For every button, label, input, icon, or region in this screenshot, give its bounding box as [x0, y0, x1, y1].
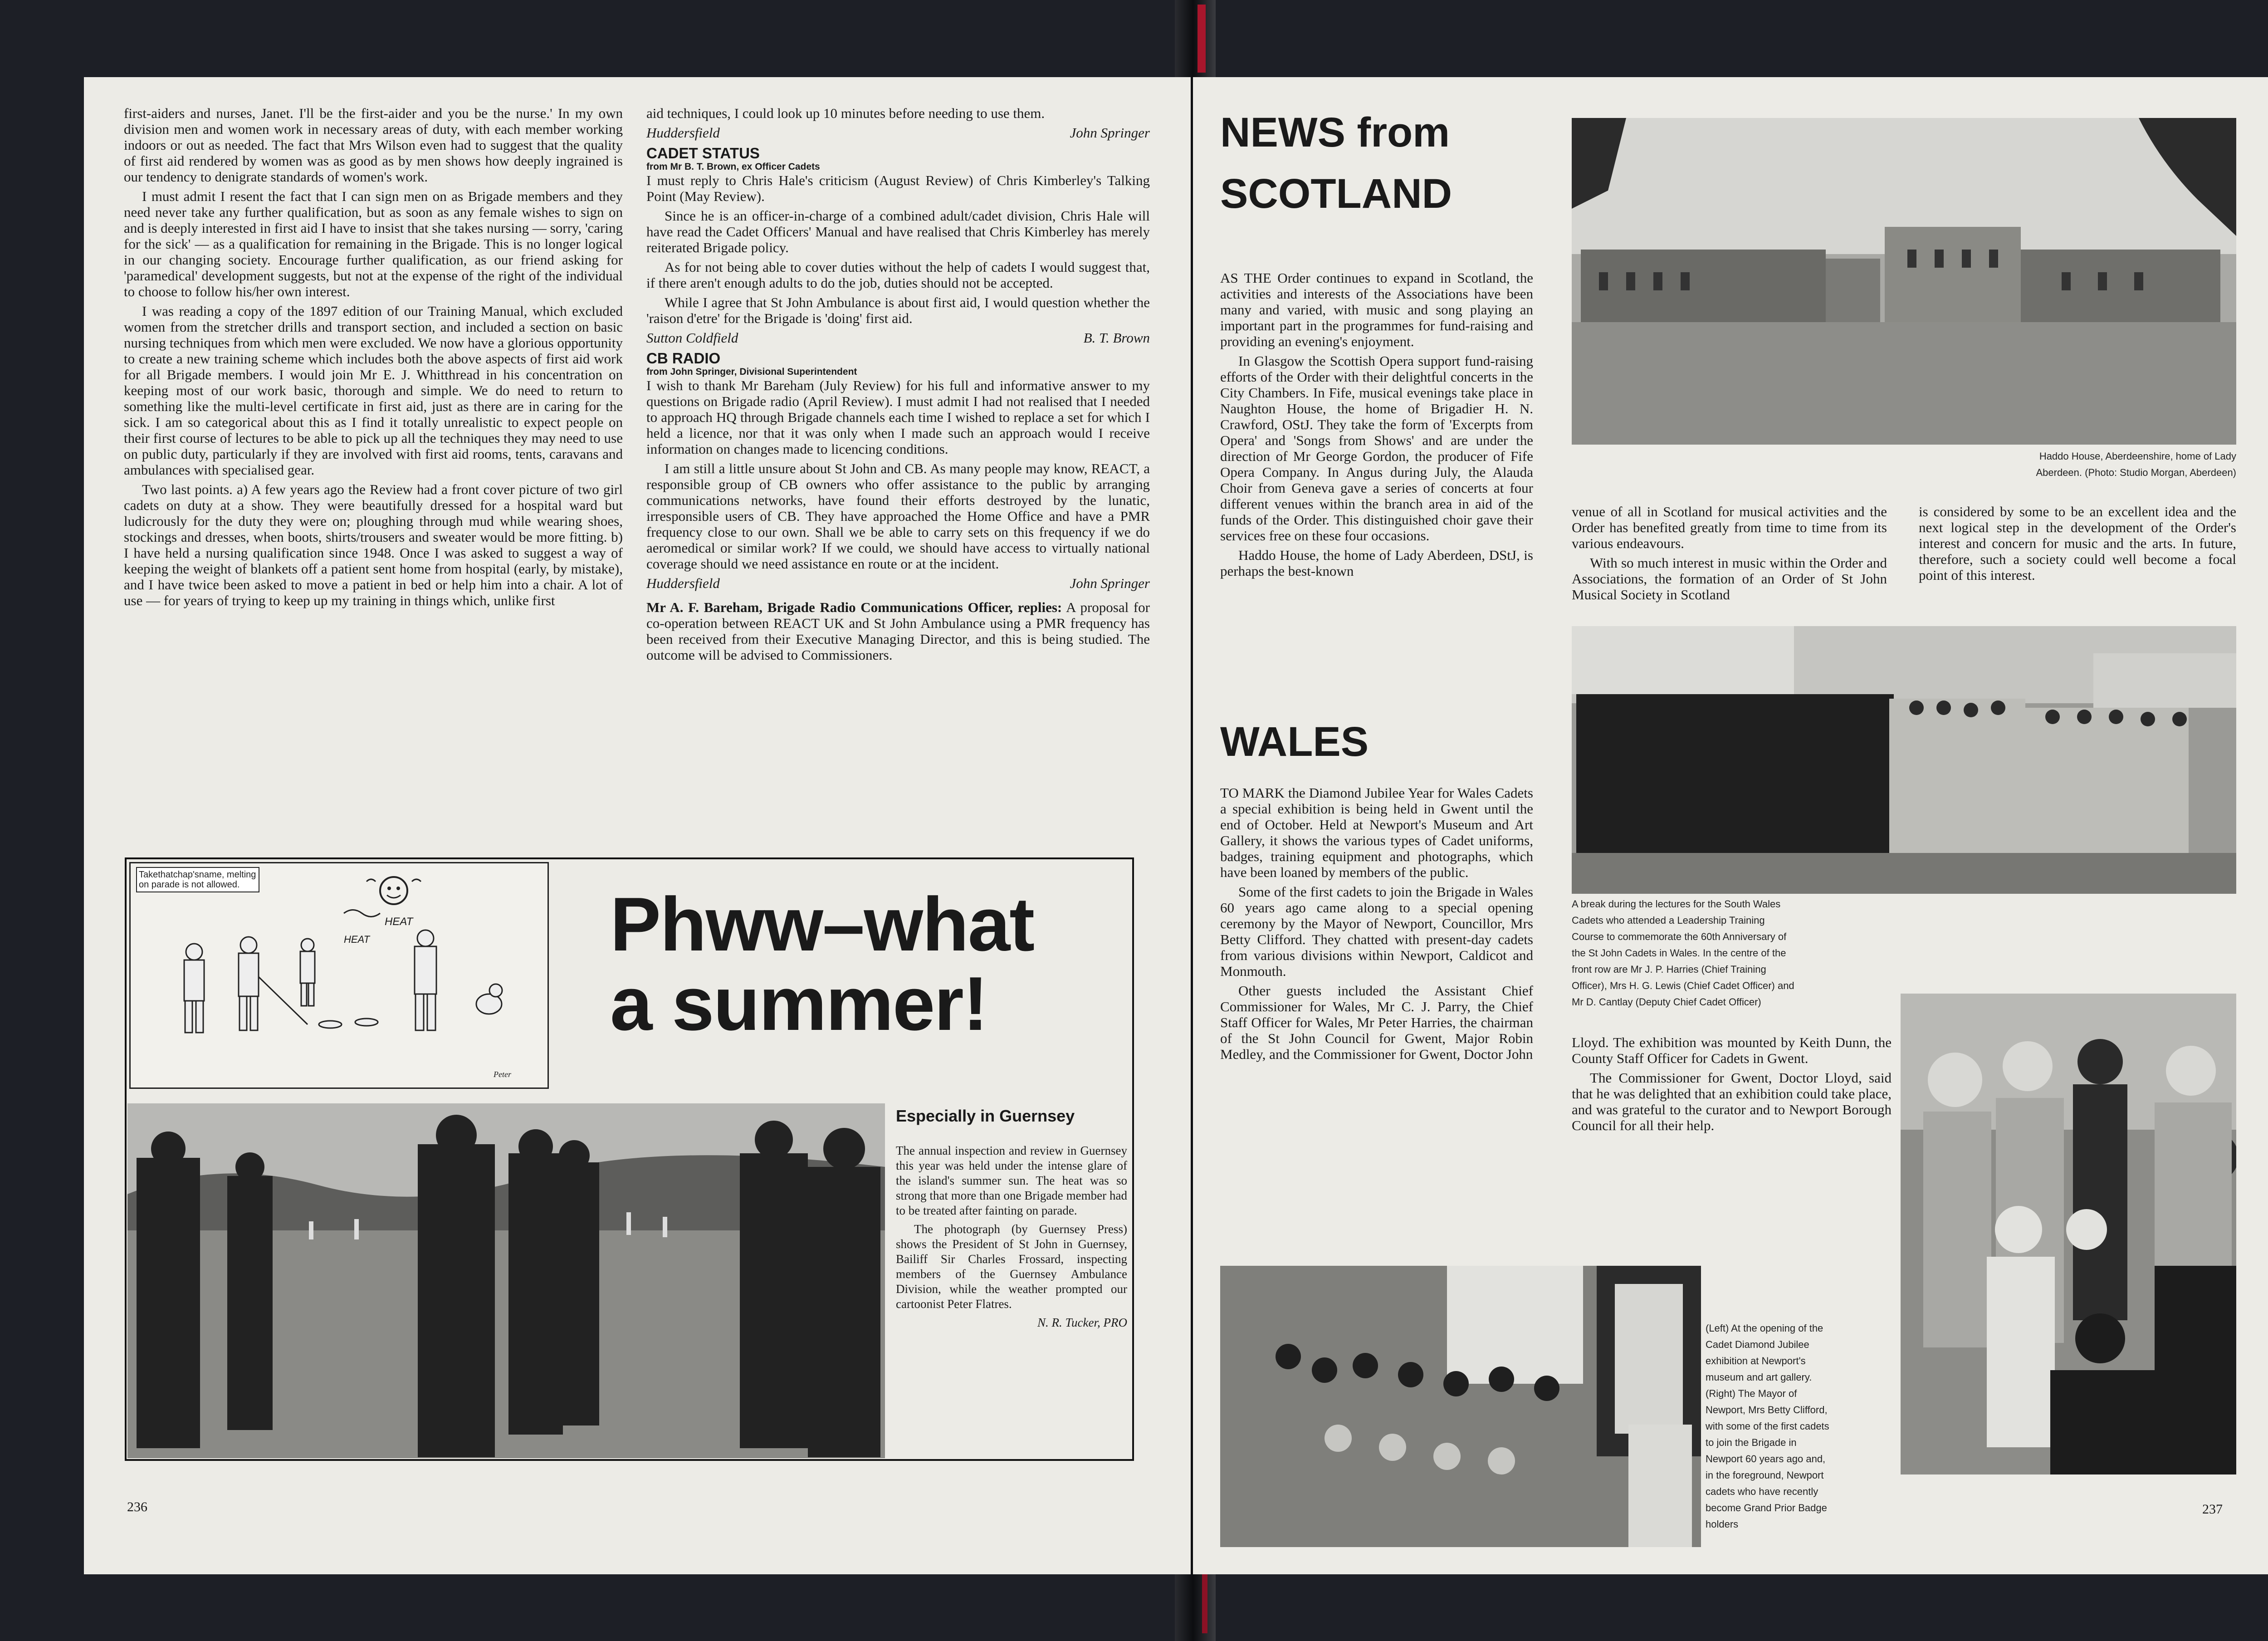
wales-column-1	[1220, 785, 1533, 1066]
reply-lead: Mr A. F. Bareham, Brigade Radio Communications Officer, replies:	[646, 599, 1062, 615]
paragraph: In Glasgow the Scottish Opera support fund-raising efforts of the Order with their delightful concerts in the City Chambers. In Fife, musical evenings take place in Naughton House, the home of Brigadier H. N. Crawford, OStJ. They take the form of 'Excerpts from Opera' and 'Songs from Shows' and are under the direction of Mr George Gordon, the producer of Fife Opera Company. In Angus during July, the Alauda Choir from Geneva gave a series of concerts at four different venues within the branch area in aid of the funds of the Order. This distinguished choir gave their services free on these four occasions.	[1220, 353, 1533, 544]
sig-place: Sutton Coldfield	[646, 330, 738, 346]
paragraph: TO MARK the Diamond Jubilee Year for Wales Cadets a special exhibition is being held in Gwent until the end of October. Held at Newport's Museum and Art Gallery, it shows the various types of Cadet uniforms, badges, training equipment and photographs, which have been loaned by members of the public.	[1220, 785, 1533, 880]
scotland-column-1	[1220, 270, 1533, 583]
photo-scene	[127, 1103, 885, 1458]
caption-line: Haddo House, Aberdeenshire, home of Lady	[2039, 451, 2236, 462]
paragraph: Two last points. a) A few years ago the Review had a front cover picture of two girl cadets on duty at a show. They were beautifully dressed for a hospital ward but ludicrously for the duty they were on; ploughing through mud while wearing shoes, stockings and dresses, when boots, shirts/trousers and sweater would be more fitting. b) I have held a nursing qualification since 1948. Once I was asked to suggest a way of keeping the weight of blankets off a patient sent home from hospital (early, by mistake), and I have twice been asked to move a patient in bed or help him into a chair. A lot of use — for years of trying to keep up my training in things which, unlike first	[124, 481, 623, 608]
sidebar-heading: Especially in Guernsey	[896, 1107, 1075, 1125]
caption-line: museum and art gallery.	[1706, 1372, 1812, 1383]
caption-line: the St John Cadets in Wales. In the centre of the	[1572, 947, 1786, 959]
paragraph: As for not being able to cover duties without the help of cadets I would suggest that, if there aren't enough adults to do the job, duties should not be accepted.	[646, 259, 1150, 291]
paragraph: Haddo House, the home of Lady Aberdeen, DStJ, is perhaps the best-known	[1220, 547, 1533, 579]
caption-line: Newport, Mrs Betty Clifford,	[1706, 1404, 1828, 1416]
caption-line: with some of the first cadets	[1706, 1421, 1829, 1432]
title-line-1: NEWS from	[1220, 109, 1450, 156]
caption-line: Cadet Diamond Jubilee	[1706, 1339, 1809, 1350]
cartoon-heat-label: HEAT	[385, 916, 413, 928]
photo-scene	[1220, 1266, 1701, 1547]
haddo-house-photo	[1572, 118, 2236, 445]
scotland-column-2	[1572, 504, 1887, 606]
sig-name: John Springer	[1070, 125, 1150, 141]
paragraph: aid techniques, I could look up 10 minutes before needing to use them.	[646, 105, 1045, 121]
paragraph: AS THE Order continues to expand in Scotland, the activities and interests of the Associations have been many and varied, with music and song playing an important part in the programmes for fund-raising and providing an evening's enjoyment.	[1220, 270, 1533, 349]
paragraph: venue of all in Scotland for musical activities and the Order has benefited greatly from time to time from its various endeavours.	[1572, 504, 1887, 551]
wales-title: WALES	[1220, 719, 1369, 765]
headline-line-2: a summer!	[610, 961, 987, 1046]
letter-column-1	[124, 105, 623, 612]
caption-line: (Left) At the opening of the	[1706, 1323, 1823, 1334]
paragraph: The annual inspection and review in Guernsey this year was held under the intense glare of the island's summer sun. The heat was so strong that more than one Brigade member had to be treated after fainting on parade.	[896, 1144, 1127, 1217]
paragraph: Since he is an officer-in-charge of a combined adult/cadet division, Chris Hale will have read the Cadet Officers' Manual and have realised that Chris Kimberley has merely reiterated Brigade policy.	[646, 208, 1150, 255]
section-byline: from Mr B. T. Brown, ex Officer Cadets	[646, 162, 820, 172]
caption-line: A break during the lectures for the South Wales	[1572, 898, 1781, 910]
page-number: 237	[2202, 1502, 2223, 1517]
scotland-column-3	[1919, 504, 2236, 587]
cartoon-drawing	[131, 863, 547, 1087]
opening-caption	[1706, 1320, 1892, 1533]
paragraph: I wish to thank Mr Bareham (July Review) for his full and informative answer to my questions on Brigade radio (April Review). I must admit I had not realised that I needed to approach HQ through Brigade channels each time I wished to replace a set for which I held a licence, nor that it was only when I made such an approach would I receive information on changes made to licencing conditions.	[646, 377, 1150, 457]
mayor-and-cadets-photo	[1901, 994, 2236, 1474]
guernsey-inspection-photo	[127, 1103, 885, 1458]
caption-line: front row are Mr J. P. Harries (Chief Training	[1572, 964, 1766, 975]
caption-line: (Right) The Mayor of	[1706, 1388, 1797, 1399]
haddo-caption	[1572, 448, 2236, 481]
group-caption	[1572, 896, 1898, 1010]
paragraph: I must reply to Chris Hale's criticism (August Review) of Chris Kimberley's Talking Point (May Review).	[646, 172, 1150, 204]
caption-line: holders	[1706, 1519, 1739, 1530]
section-heading-cadet-status: CADET STATUS	[646, 145, 760, 162]
caption-line: Officer), Mrs H. G. Lewis (Chief Cadet Officer) and	[1572, 980, 1794, 991]
cartoon	[129, 862, 549, 1089]
cartoon-speech-bubble: Takethatchap'sname, melting on parade is not allowed.	[136, 867, 259, 892]
reply-text: A proposal for co-operation between REACT UK and St John Ambulance using a PMR frequency has been received from their Executive Managing Director, and this is being studied. The outcome will be advised to Commissioners.	[646, 599, 1150, 663]
right-page	[1193, 77, 2268, 1574]
ribbon-marker	[1198, 5, 1206, 73]
paragraph: I am still a little unsure about St John and CB. As many people may know, REACT, a responsible group of CB owners who offer assistance to the public by arranging communications networks, have found their efforts destroyed by the lunatic, irresponsible users of CB. They have approached the Home Office and have a PMR frequency close to our own. Shall we be able to carry sets on this frequency if we do aeromedical or similar work? If we could, we should have access to virtually national coverage should we need assistance en route or at the incident.	[646, 460, 1150, 572]
exhibition-opening-photo	[1220, 1266, 1701, 1547]
feature-headline	[610, 882, 1034, 1046]
caption-line: become Grand Prior Badge	[1706, 1502, 1827, 1514]
paragraph: With so much interest in music within the Order and Associations, the formation of an Order of St John Musical Society in Scotland	[1572, 555, 1887, 603]
paragraph: Some of the first cadets to join the Brigade in Wales 60 years ago came along to a special opening ceremony by the Mayor of Newport, Councillor, Mrs Betty Clifford. They chatted with present-day cadets from various divisions within Newport, Caldicot and Monmouth.	[1220, 884, 1533, 979]
headline-line-1: Phww–what	[610, 882, 1034, 967]
signature-line	[646, 330, 1150, 346]
paragraph: The Commissioner for Gwent, Doctor Lloyd, said that he was delighted that an exhibition could take place, and was grateful to the curator and to Newport Borough Council for all their help.	[1572, 1070, 1892, 1133]
cartoon-heat-label: HEAT	[344, 934, 370, 945]
cadets-group-photo	[1572, 626, 2236, 894]
sig-name: B. T. Brown	[1083, 330, 1150, 346]
paragraph: While I agree that St John Ambulance is about first aid, I would question whether the 'raison d'etre' for the Brigade is 'doing' first aid.	[646, 294, 1150, 326]
paragraph: I was reading a copy of the 1897 edition of our Training Manual, which excluded women from the stretcher drills and transport section, and included a section on basic nursing techniques from which men were excluded. We now have a glorious opportunity to create a new training scheme which includes both the above aspects of first aid work for all Brigade members. I would join Mr E. J. Whitthread in his concentration on keeping most of our work basic, thorough and simple. We do need to return to something like the multi-level certificate in first aid, just as there are in caring for the sick. I am so categorical about this as I find it totally unrealistic to expect people on their first course of lectures to be able to pick up all the techniques they may need to use on public duty, particularly if they are involved with first aid rooms, tents, caravans and ambulances with specialised gear.	[124, 303, 623, 478]
scotland-title	[1220, 102, 1452, 225]
sidebar-text	[896, 1143, 1127, 1330]
wales-column-2	[1572, 1034, 1892, 1137]
title-line-2: SCOTLAND	[1220, 171, 1452, 217]
paragraph: I must admit I resent the fact that I can sign men on as Brigade members and they need never take any further qualification, but as soon as any female wishes to sign on and is deeply interested in first aid I have to insist that she takes nursing — sorry, 'caring for the sick' — as a qualification for remaining in the Brigade. This is no longer logical in our changing society. Encourage further qualification, as our friend asking for 'paramedical' development suggests, but not at the expense of the right of the individual to choose to follow his/her own interest.	[124, 188, 623, 299]
section-byline: from John Springer, Divisional Superintendent	[646, 367, 857, 377]
paragraph: The photograph (by Guernsey Press) shows the President of St John in Guernsey, Bailiff Sir Charles Frossard, inspecting members of the Guernsey Ambulance Division, while the weather prompted our cartoonist Peter Flatres.	[896, 1222, 1127, 1311]
caption-line: Course to commemorate the 60th Anniversary of	[1572, 931, 1787, 942]
sig-name: John Springer	[1070, 575, 1150, 591]
caption-line: Newport 60 years ago and,	[1706, 1453, 1826, 1465]
paragraph: first-aiders and nurses, Janet. I'll be the first-aider and you be the nurse.' In my own division men and women work in necessary areas of duty, with each member working indoors or out as needed. The fact that Mrs Wilson even had to suggest that the quality of first aid rendered by women was as good as by men shows how deeply ingrained is our tendency to denigrate standards of women's work.	[124, 105, 623, 185]
caption-line: to join the Brigade in	[1706, 1437, 1797, 1448]
paragraph: is considered by some to be an excellent idea and the next logical step in the development of the Order's interest and concern for music and the arts. In future, therefore, such a society could well become a focal point of this interest.	[1919, 504, 2236, 583]
guernsey-sidebar	[896, 1107, 1127, 1330]
left-page	[84, 77, 1191, 1574]
caption-line: Cadets who attended a Leadership Training	[1572, 915, 1765, 926]
caption-line: in the foreground, Newport	[1706, 1470, 1824, 1481]
page-number: 236	[127, 1499, 147, 1514]
caption-line: cadets who have recently	[1706, 1486, 1818, 1497]
sig-place: Huddersfield	[646, 575, 720, 591]
caption-line: Aberdeen. (Photo: Studio Morgan, Aberdeen)	[2036, 467, 2236, 478]
photo-scene	[1572, 118, 2236, 445]
section-heading-cb-radio: CB RADIO	[646, 350, 721, 367]
signature-line	[646, 125, 1150, 141]
reply-paragraph	[646, 599, 1150, 663]
paragraph: Lloyd. The exhibition was mounted by Keith Dunn, the County Staff Officer for Cadets in Gwent.	[1572, 1034, 1892, 1066]
letter-column-2	[646, 105, 1150, 666]
caption-line: Mr D. Cantlay (Deputy Chief Cadet Officer)	[1572, 996, 1761, 1008]
photo-scene	[1901, 994, 2236, 1474]
cartoonist-signature: Peter	[494, 1070, 511, 1079]
sidebar-signature: N. R. Tucker, PRO	[1037, 1316, 1127, 1329]
paragraph: Other guests included the Assistant Chief Commissioner for Wales, Mr C. J. Parry, the Chief Staff Officer for Wales, Mr Peter Harries, the chairman of the St John Council for Gwent, Major Robin Medley, and the Commissioner for Gwent, Doctor John	[1220, 983, 1533, 1062]
sig-place: Huddersfield	[646, 125, 720, 141]
caption-line: exhibition at Newport's	[1706, 1355, 1806, 1367]
signature-line	[646, 575, 1150, 591]
photo-scene	[1572, 626, 2236, 894]
